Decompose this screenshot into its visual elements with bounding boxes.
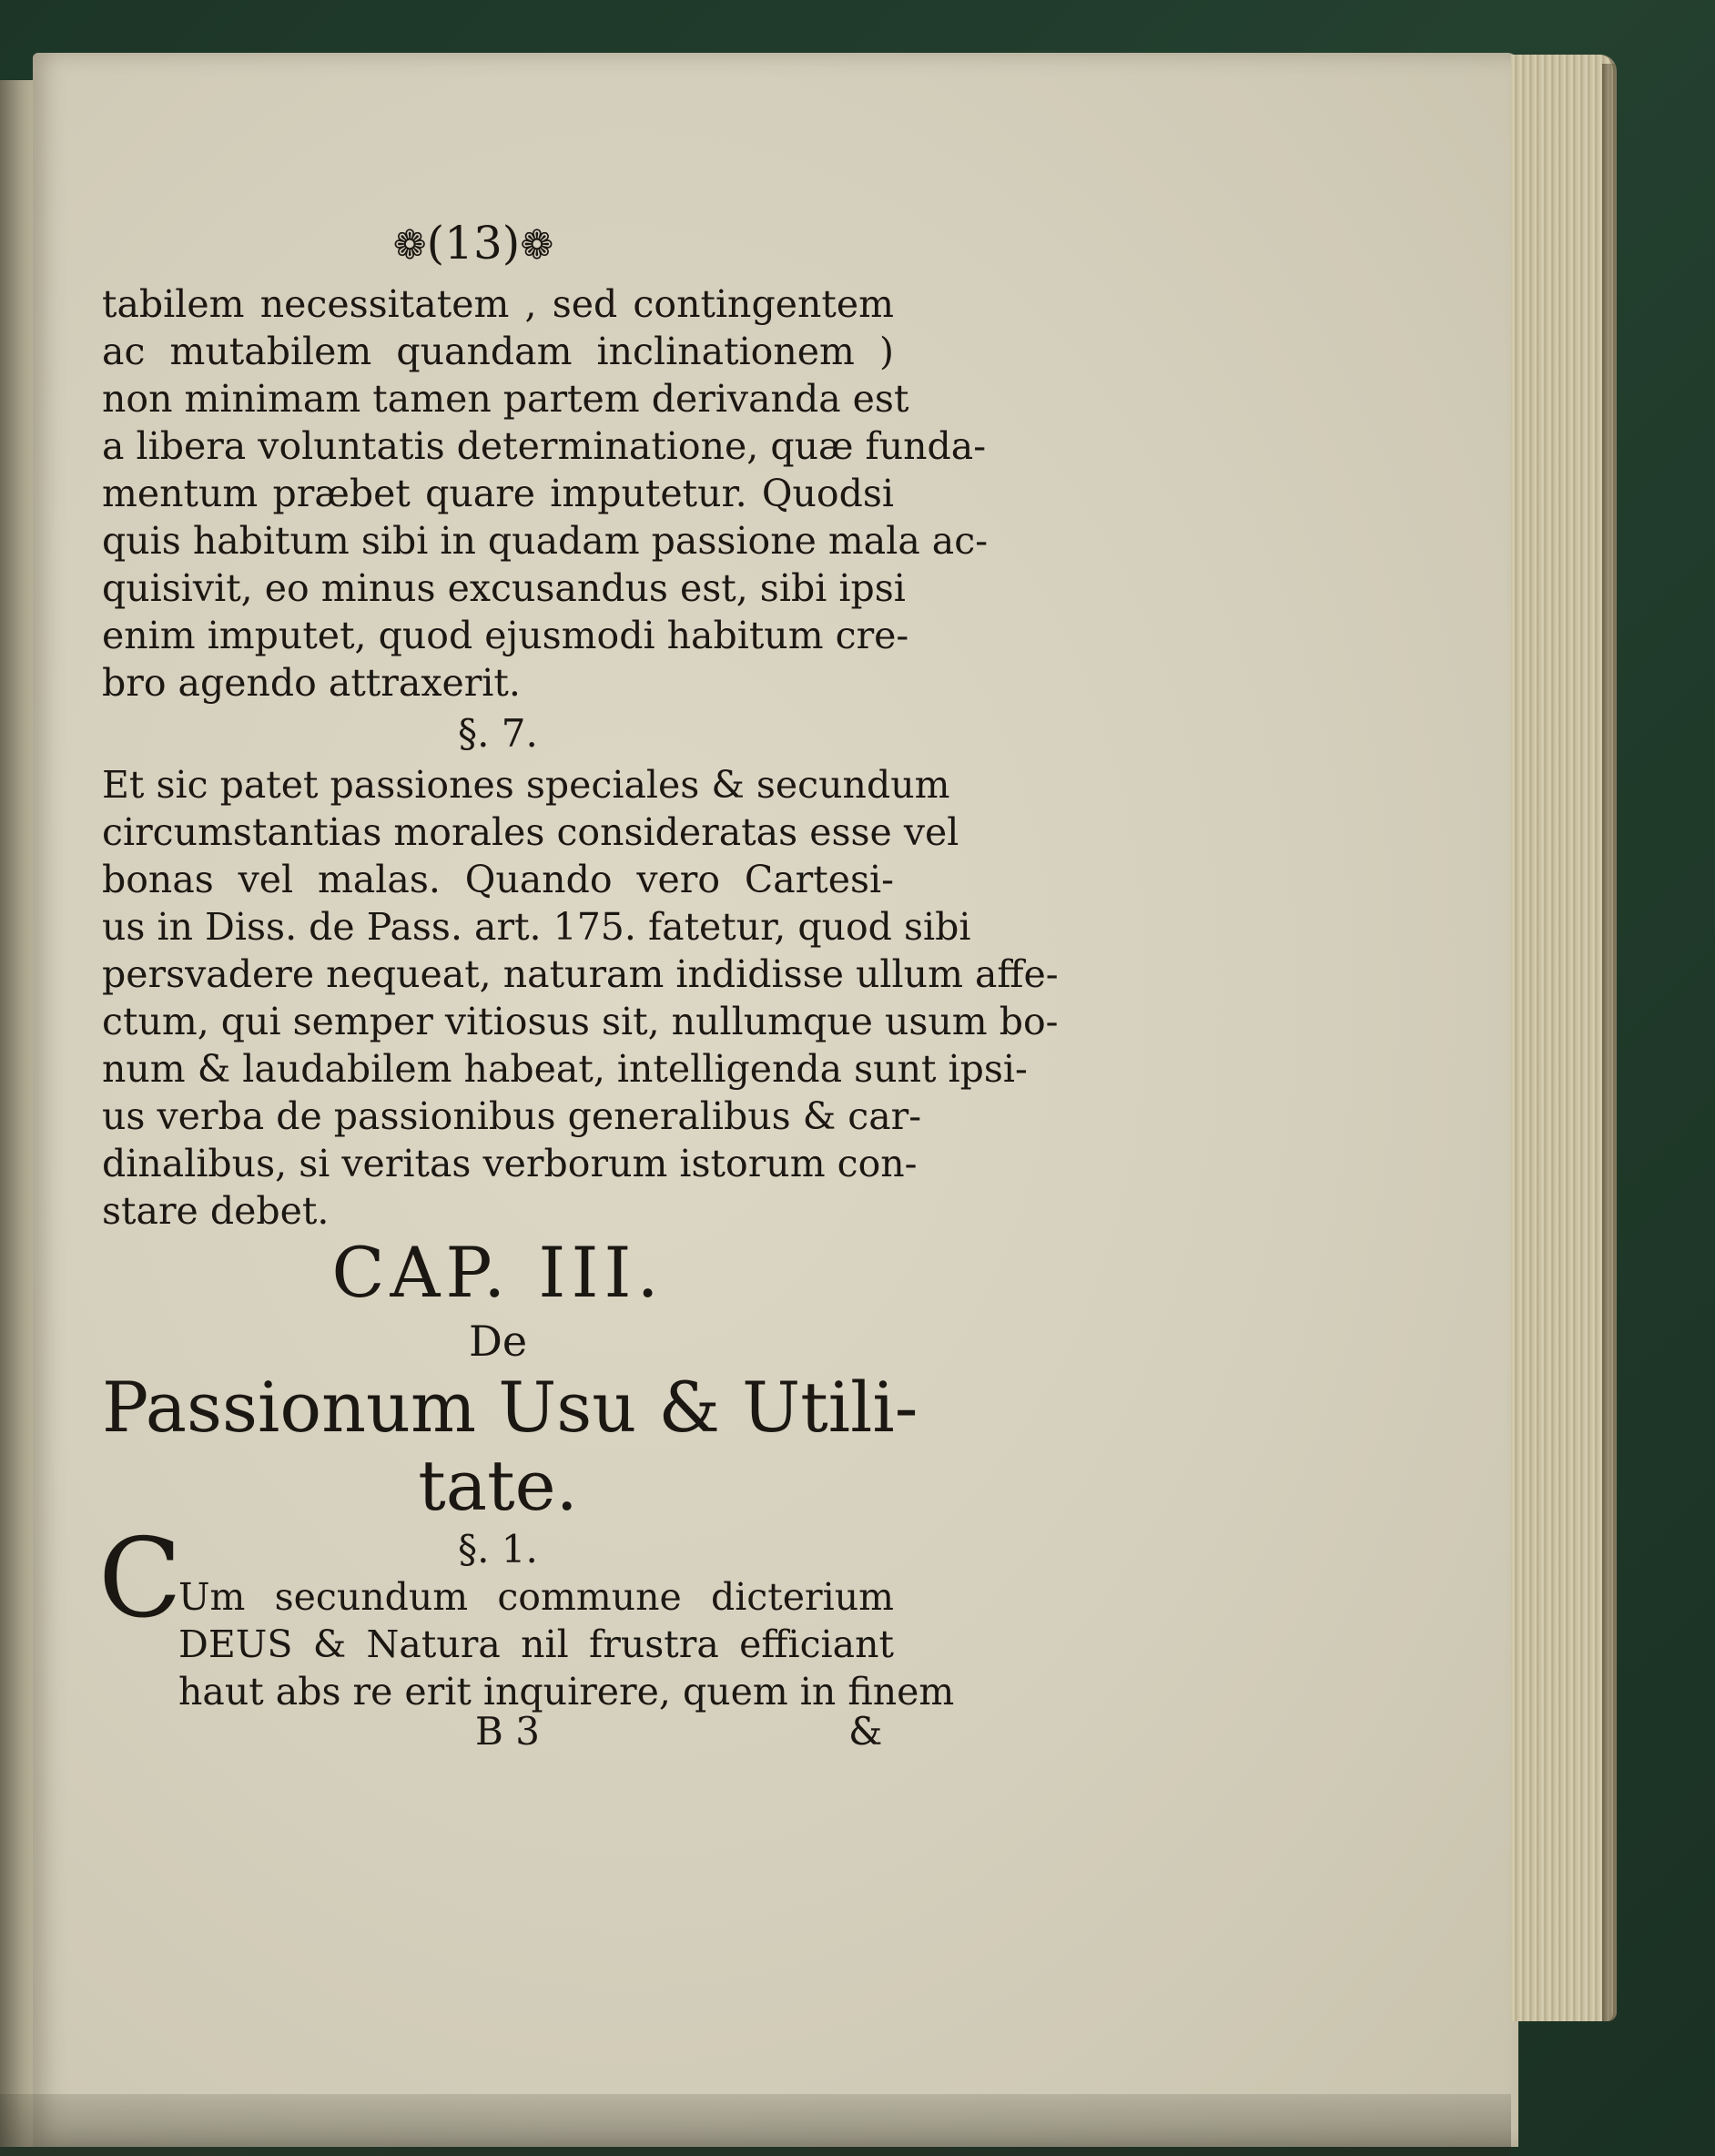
text-line: us in Diss. de Pass. art. 175. fatetur, quod sibi bbox=[102, 905, 971, 949]
text-line: bro agendo attraxerit. bbox=[102, 661, 521, 705]
signature-mark: B 3 bbox=[475, 1709, 540, 1754]
text-line: ac mutabilem quandam inclinationem ) bbox=[102, 330, 894, 373]
chapter-title-line-2: tate. bbox=[418, 1445, 578, 1526]
bottom-shadow bbox=[0, 2094, 1511, 2156]
text-line: Um secundum commune dicterium bbox=[178, 1575, 894, 1619]
text-line: circumstantias morales consideratas esse vel bbox=[102, 810, 959, 854]
text-line: quisivit, eo minus excusandus est, sibi ipsi bbox=[102, 566, 906, 610]
text-line: Et sic patet passiones speciales & secundum bbox=[102, 763, 950, 807]
chapter-de: De bbox=[468, 1317, 528, 1366]
page-number: (13) bbox=[426, 217, 521, 270]
text-line: us verba de passionibus generalibus & car- bbox=[102, 1094, 922, 1138]
page-header bbox=[382, 211, 564, 275]
text-line: haut abs re erit inquirere, quem in finem bbox=[178, 1670, 955, 1714]
section-heading-1: §. 1. bbox=[458, 1527, 538, 1571]
ornament-right-icon: ❁ bbox=[520, 222, 554, 269]
text-line: quis habitum sibi in quadam passione mala ac- bbox=[102, 519, 989, 563]
text-line: tabilem necessitatem , sed contingentem bbox=[102, 282, 894, 326]
catchword: & bbox=[848, 1709, 883, 1754]
text-line: enim imputet, quod ejusmodi habitum cre- bbox=[102, 614, 909, 657]
text-line: num & laudabilem habeat, intelligenda sunt ipsi- bbox=[102, 1047, 1028, 1091]
page-fore-edge bbox=[1511, 55, 1617, 2021]
text-line: bonas vel malas. Quando vero Cartesi- bbox=[102, 858, 894, 901]
text-line: DEUS & Natura nil frustra efficiant bbox=[178, 1622, 894, 1666]
text-line: non minimam tamen partem derivanda est bbox=[102, 377, 909, 421]
text-line: stare debet. bbox=[102, 1189, 330, 1233]
text-line: ctum, qui semper vitiosus sit, nullumque usum bo- bbox=[102, 1000, 1059, 1043]
text-line: persvadere nequeat, naturam indidisse ullum affe- bbox=[102, 952, 1059, 996]
section-heading-7: §. 7. bbox=[458, 711, 538, 756]
chapter-heading: CAP. III. bbox=[331, 1232, 665, 1313]
chapter-title-line-1: Passionum Usu & Utili- bbox=[102, 1367, 918, 1448]
text-line: dinalibus, si veritas verborum istorum con- bbox=[102, 1142, 918, 1185]
fore-edge-shadow bbox=[1602, 64, 1620, 2021]
drop-cap: C bbox=[98, 1516, 182, 1642]
text-line: a libera voluntatis determinatione, quæ funda- bbox=[102, 424, 987, 468]
text-line: mentum præbet quare imputetur. Quodsi bbox=[102, 472, 894, 515]
ornament-left-icon: ❁ bbox=[392, 222, 427, 269]
